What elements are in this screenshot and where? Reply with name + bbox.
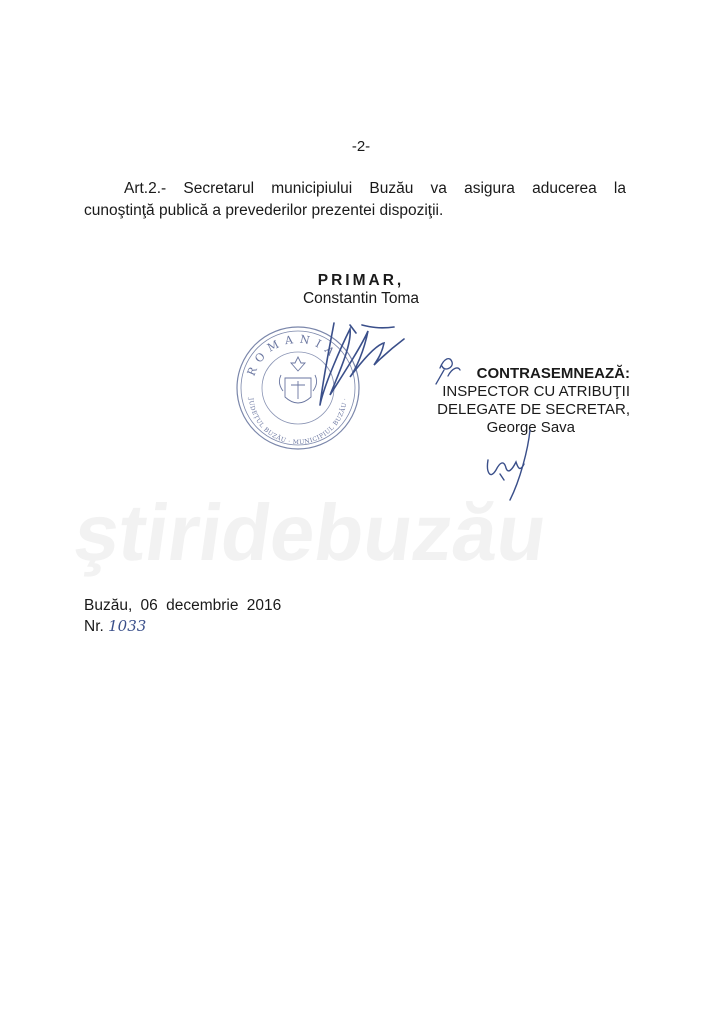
article-paragraph-line-1: Art.2.- Secretarul municipiului Buzău va asigura aducerea la (124, 180, 626, 197)
place-and-date: Buzău, 06 decembrie 2016 (84, 597, 282, 614)
secretary-signature (470, 410, 560, 500)
registration-number-value: 1033 (108, 617, 147, 635)
mayor-signature (290, 315, 430, 425)
countersign-title: CONTRASEMNEAZĂ: (476, 365, 630, 382)
countersign-name: George Sava (486, 419, 575, 436)
stamp-text-bottom: JUDEȚUL BUZĂU · MUNICIPIUL BUZĂU · PRIMAR (229, 318, 350, 447)
watermark-text: ştiridebuzău (68, 488, 553, 578)
mayor-name: Constantin Toma (302, 290, 420, 307)
countersign-role-line-1: INSPECTOR CU ATRIBUŢII (442, 383, 630, 400)
page-number: -2- (351, 138, 371, 155)
countersign-role-line-2: DELEGATE DE SECRETAR, (437, 401, 630, 418)
stamp-text-top: ROMANIA (244, 332, 342, 378)
registration-number (84, 617, 146, 636)
mayor-title: PRIMAR, (317, 272, 405, 289)
registration-number-label: Nr. (84, 618, 104, 635)
article-paragraph-line-2: cunoştinţă publică a prevederilor prezentei dispoziţii. (84, 202, 444, 219)
